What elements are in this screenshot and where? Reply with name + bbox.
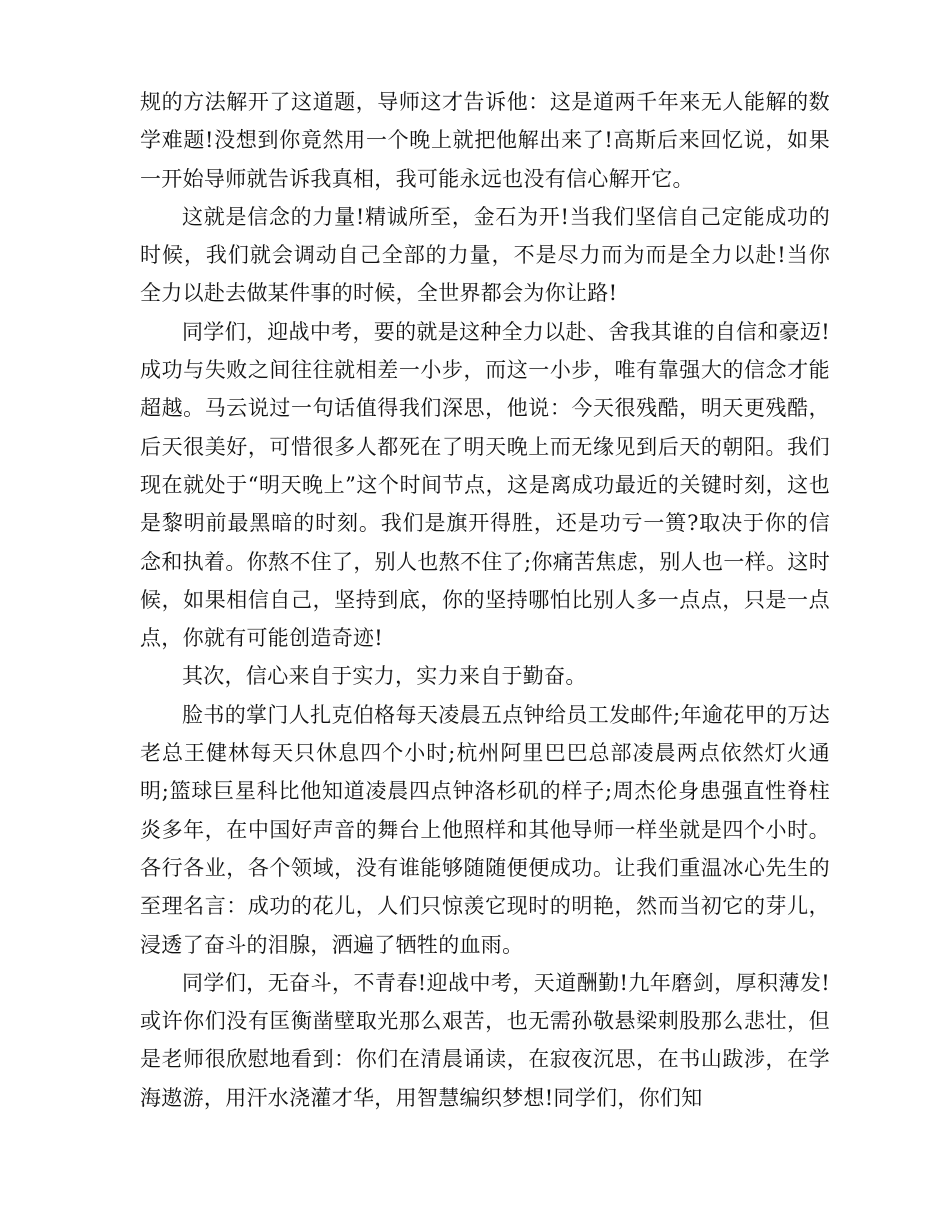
paragraph-5: 脸书的掌门人扎克伯格每天凌晨五点钟给员工发邮件;年逾花甲的万达老总王健林每天只休息四个小时;杭州阿里巴巴总部凌晨两点依然灯火通明;篮球巨星科比他知道凌晨四点钟洛杉矶的样子;周杰伦身患强直性脊柱炎多年，在中国好声音的舞台上他照样和其他导师一样坐就是四个小时。各行各业，各个领域，没有谁能够随随便便成功。让我们重温冰心先生的至理名言：成功的花儿，人们只惊羡它现时的明艳，然而当初它的芽儿，浸透了奋斗的泪腺，洒遍了牺牲的血雨。 (140, 702, 830, 957)
paragraph-1: 规的方法解开了这道题，导师这才告诉他：这是道两千年来无人能解的数学难题!没想到你竟然用一个晚上就把他解出来了!高斯后来回忆说，如果一开始导师就告诉我真相，我可能永远也没有信心解开它。 (140, 90, 830, 191)
paragraph-6: 同学们，无奋斗，不青春!迎战中考，天道酬勤!九年磨剑，厚积薄发!或许你们没有匡衡凿壁取光那么艰苦，也无需孙敬悬梁刺股那么悲壮，但是老师很欣慰地看到：你们在清晨诵读，在寂夜沉思，在书山跋涉，在学海遨游，用汗水浇灌才华，用智慧编织梦想!同学们，你们知 (140, 970, 830, 1110)
body-text (140, 83, 830, 1117)
paragraph-3: 同学们，迎战中考，要的就是这种全力以赴、舍我其谁的自信和豪迈!成功与失败之间往往就相差一小步，而这一小步，唯有靠强大的信念才能超越。马云说过一句话值得我们深思，他说：今天很残酷，明天更残酷，后天很美好，可惜很多人都死在了明天晚上而无缘见到后天的朝阳。我们现在就处于“明天晚上”这个时间节点，这是离成功最近的关键时刻，这也是黎明前最黑暗的时刻。我们是旗开得胜，还是功亏一篑?取决于你的信念和执着。你熬不住了，别人也熬不住了;你痛苦焦虑，别人也一样。这时候，如果相信自己，坚持到底，你的坚持哪怕比别人多一点点，只是一点点，你就有可能创造奇迹! (140, 319, 830, 651)
paragraph-2: 这就是信念的力量!精诚所至，金石为开!当我们坚信自己定能成功的时候，我们就会调动自己全部的力量，不是尽力而为而是全力以赴!当你全力以赴去做某件事的时候，全世界都会为你让路! (140, 204, 830, 306)
paragraph-4: 其次，信心来自于实力，实力来自于勤奋。 (182, 664, 587, 689)
